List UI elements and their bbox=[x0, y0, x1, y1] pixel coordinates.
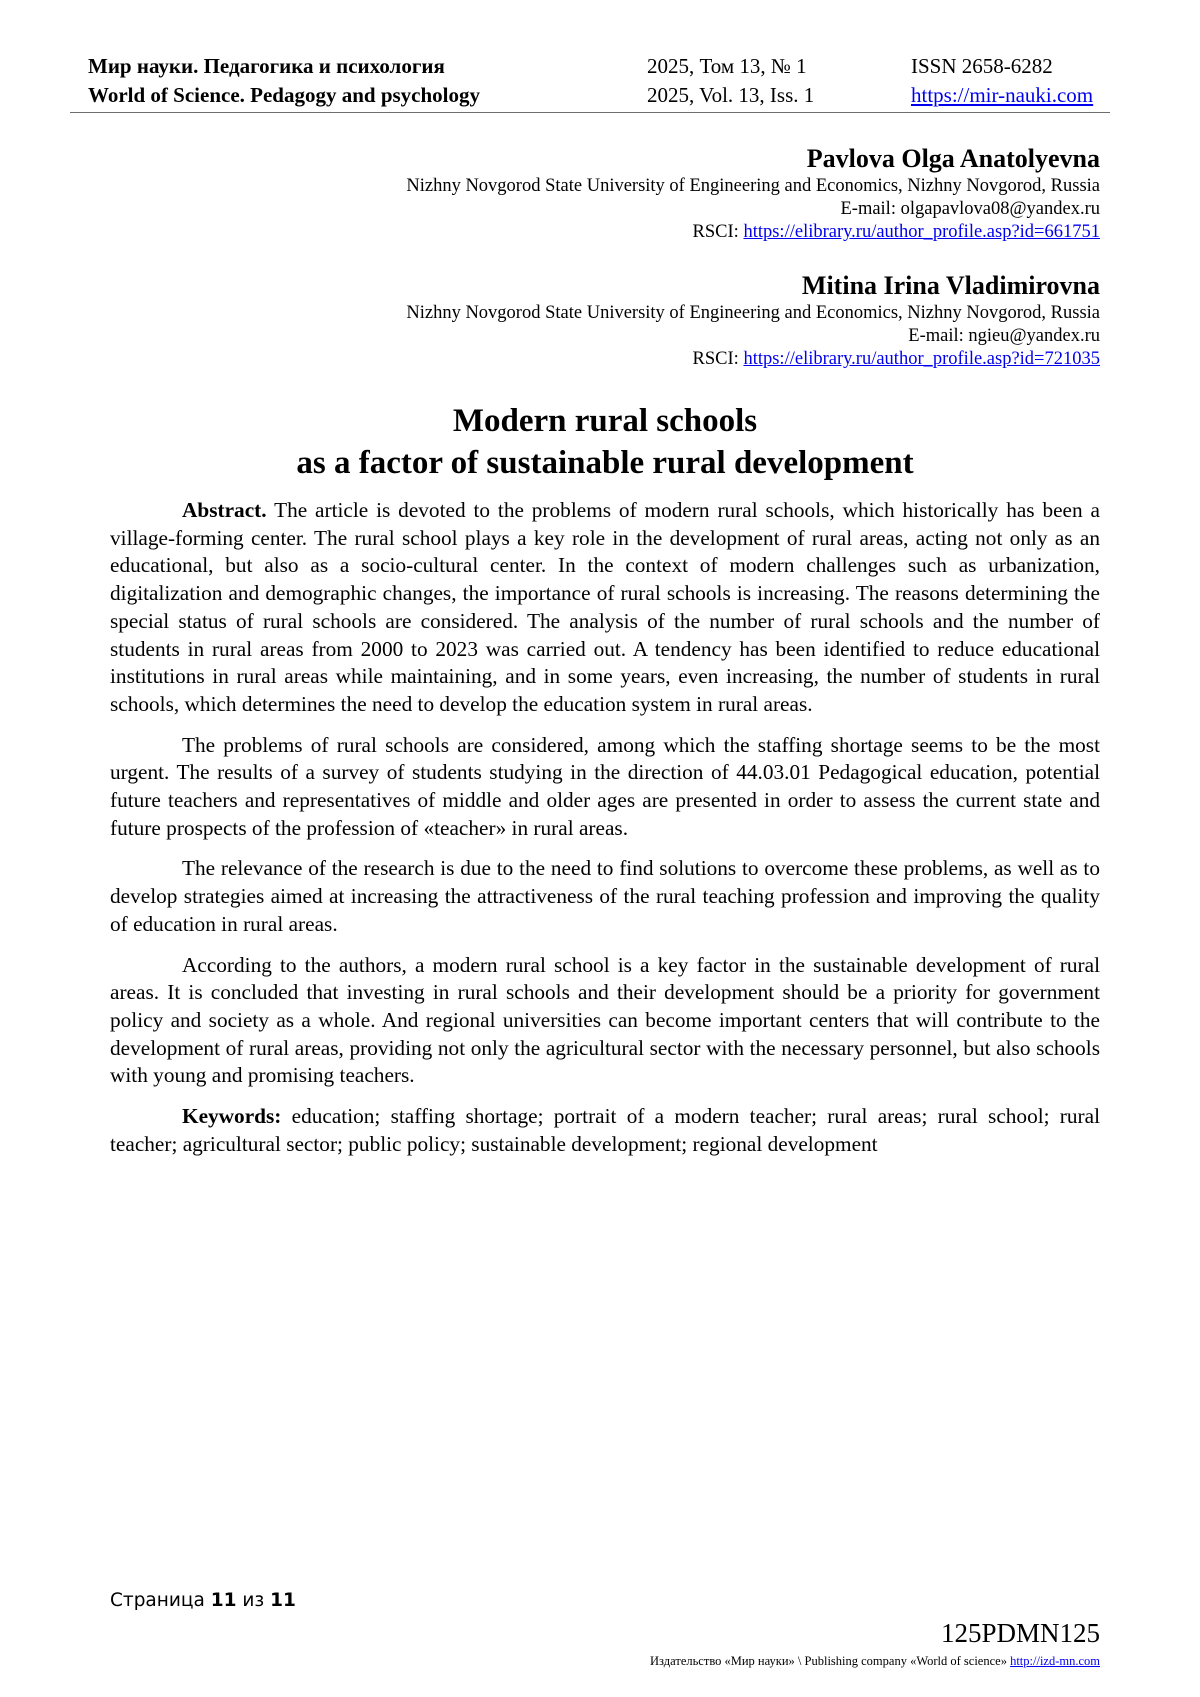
publisher-text: Издательство «Мир науки» \ Publishing company «World of science» bbox=[650, 1654, 1011, 1668]
keywords-text: education; staffing shortage; portrait of a modern teacher; rural areas; rural school; rural teacher; agricultural sector; public policy; sustainable development; regional development bbox=[110, 1104, 1100, 1156]
article-code: 125PDMN125 bbox=[940, 1618, 1100, 1648]
page-word: Страница bbox=[110, 1590, 211, 1611]
article-title-line-2: as a factor of sustainable rural development bbox=[296, 445, 914, 481]
abstract-paragraph-3: The relevance of the research is due to the need to find solutions to overcome these problems, as well as to develop strategies aimed at increasing the attractiveness of the rural teaching profession and improving the quality of education in rural areas. bbox=[110, 856, 1100, 936]
issn: ISSN 2658-6282 bbox=[911, 54, 1053, 78]
issn-block bbox=[911, 52, 1093, 110]
article-body bbox=[110, 497, 1100, 1171]
journal-title bbox=[88, 52, 480, 110]
author-rsci bbox=[110, 348, 1100, 371]
publisher-link[interactable]: http://izd-mn.com bbox=[1010, 1654, 1100, 1668]
rsci-profile-link[interactable]: https://elibrary.ru/author_profile.asp?id=661751 bbox=[743, 222, 1100, 242]
abstract-paragraph-1 bbox=[110, 497, 1100, 719]
author-name: Pavlova Olga Anatolyevna bbox=[806, 144, 1100, 173]
rsci-profile-link[interactable]: https://elibrary.ru/author_profile.asp?id=721035 bbox=[743, 349, 1100, 369]
issue-info bbox=[647, 52, 814, 110]
issue-info-en: 2025, Vol. 13, Iss. 1 bbox=[647, 83, 815, 107]
author-affiliation: Nizhny Novgorod State University of Engineering and Economics, Nizhny Novgorod, Russia bbox=[406, 303, 1100, 323]
publisher-line bbox=[500, 1654, 1100, 1669]
abstract-paragraph-4: According to the authors, a modern rural school is a key factor in the sustainable development of rural areas. It is concluded that investing in rural schools and their development should be a priority for government policy and society as a whole. And regional universities can become important centers that will contribute to the development of rural areas, providing not only the agricultural sector with the necessary personnel, but also schools with young and promising teachers. bbox=[110, 952, 1100, 1088]
author-block-1 bbox=[110, 143, 1100, 244]
keywords-paragraph bbox=[110, 1103, 1100, 1158]
abstract-label: Abstract. bbox=[182, 498, 267, 522]
author-affiliation: Nizhny Novgorod State University of Engineering and Economics, Nizhny Novgorod, Russia bbox=[406, 176, 1100, 196]
rsci-label: RSCI: bbox=[692, 222, 744, 242]
page-number bbox=[110, 1590, 296, 1611]
journal-title-ru: Мир науки. Педагогика и психология bbox=[88, 54, 445, 78]
page-of: из bbox=[236, 1590, 271, 1611]
author-email: E-mail: ngieu@yandex.ru bbox=[908, 326, 1100, 346]
author-email: E-mail: olgapavlova08@yandex.ru bbox=[840, 199, 1100, 219]
abstract-text-1: The article is devoted to the problems of modern rural schools, which historically has been a village-forming center. The rural school plays a key role in the development of rural areas, acting not only as an educational, but also as a socio-cultural center. In the context of modern challenges such as urbanization, digitalization and demographic changes, the importance of rural schools is increasing. The reasons determining the special status of rural schools are considered. The analysis of the number of rural schools and the number of students in rural areas from 2000 to 2023 was carried out. A tendency has been identified to reduce educational institutions in rural areas while maintaining, and in some years, even increasing, the number of students in rural schools, which determines the need to develop the education system in rural areas. bbox=[110, 498, 1100, 716]
author-rsci bbox=[110, 221, 1100, 244]
journal-title-en: World of Science. Pedagogy and psychology bbox=[88, 83, 481, 107]
issue-info-ru: 2025, Том 13, № 1 bbox=[647, 54, 807, 78]
author-name: Mitina Irina Vladimirovna bbox=[801, 271, 1100, 300]
keywords-label: Keywords: bbox=[182, 1104, 282, 1129]
article-title bbox=[110, 400, 1100, 484]
page-current: 11 bbox=[210, 1590, 237, 1611]
header-divider bbox=[70, 112, 1110, 113]
author-block-2 bbox=[110, 270, 1100, 371]
rsci-label: RSCI: bbox=[692, 349, 744, 369]
page-total: 11 bbox=[270, 1590, 296, 1611]
abstract-paragraph-2: The problems of rural schools are considered, among which the staffing shortage seems to be the most urgent. The results of a survey of students studying in the direction of 44.03.01 Pedagogical education, potential future teachers and representatives of middle and older ages are presented in order to assess the current state and future prospects of the profession of «teacher» in rural areas. bbox=[110, 732, 1100, 840]
article-title-line-1: Modern rural schools bbox=[452, 403, 758, 439]
journal-site-link[interactable]: https://mir-nauki.com bbox=[911, 83, 1094, 107]
